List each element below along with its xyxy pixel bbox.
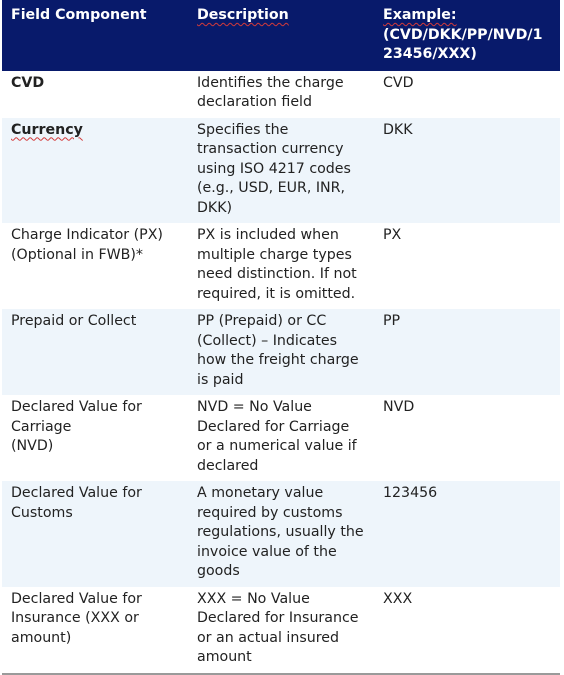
header-row	[2, 0, 560, 71]
description-cell: XXX = No Value Declared for Insurance or an actual insured amount	[188, 587, 374, 674]
field-text-line2: (NVD)	[11, 438, 54, 454]
description-cell: PX is included when multiple charge types need distinction. If not required, it is omitted.	[188, 223, 374, 309]
header-field-component: Field Component	[2, 0, 188, 71]
description-cell: Specifies the transaction currency using ISO 4217 codes (e.g., USD, EUR, INR, DKK)	[188, 118, 374, 224]
table-row	[2, 309, 560, 395]
table-row	[2, 395, 560, 481]
field-cell	[2, 395, 188, 481]
header-example	[374, 0, 560, 71]
header-description	[188, 0, 374, 71]
field-text-line1: Declared Value for Carriage	[11, 399, 142, 435]
field-cell	[2, 223, 188, 309]
example-cell: PX	[374, 223, 560, 309]
example-cell: PP	[374, 309, 560, 395]
example-cell: XXX	[374, 587, 560, 674]
field-text-line2: (Optional in FWB)*	[11, 246, 144, 263]
example-cell: 123456	[374, 481, 560, 587]
example-cell: NVD	[374, 395, 560, 481]
header-description-text: Description	[197, 7, 289, 23]
field-text-line1: Charge Indicator (PX)	[11, 227, 163, 243]
field-cell: Declared Value for Customs	[2, 481, 188, 587]
description-cell: Identifies the charge declaration field	[188, 71, 374, 118]
table-row	[2, 118, 560, 224]
field-cell	[2, 118, 188, 224]
example-cell: DKK	[374, 118, 560, 224]
description-cell: PP (Prepaid) or CC (Collect) – Indicates how the freight charge is paid	[188, 309, 374, 395]
field-text: Currency	[11, 121, 83, 138]
description-cell: A monetary value required by customs regulations, usually the invoice value of the goods	[188, 481, 374, 587]
charge-declaration-table	[2, 0, 560, 675]
field-cell: Declared Value for Insurance (XXX or amount)	[2, 587, 188, 674]
header-example-value: (CVD/DKK/PP/NVD/123456/XXX)	[383, 26, 543, 62]
example-cell: CVD	[374, 71, 560, 118]
description-cell: NVD = No Value Declared for Carriage or a numerical value if declared	[188, 395, 374, 481]
table-row	[2, 223, 560, 309]
table-row	[2, 71, 560, 118]
field-cell: CVD	[2, 71, 188, 118]
header-example-label: Example:	[383, 7, 457, 23]
field-cell: Prepaid or Collect	[2, 309, 188, 395]
table-row	[2, 481, 560, 587]
table-row	[2, 587, 560, 674]
